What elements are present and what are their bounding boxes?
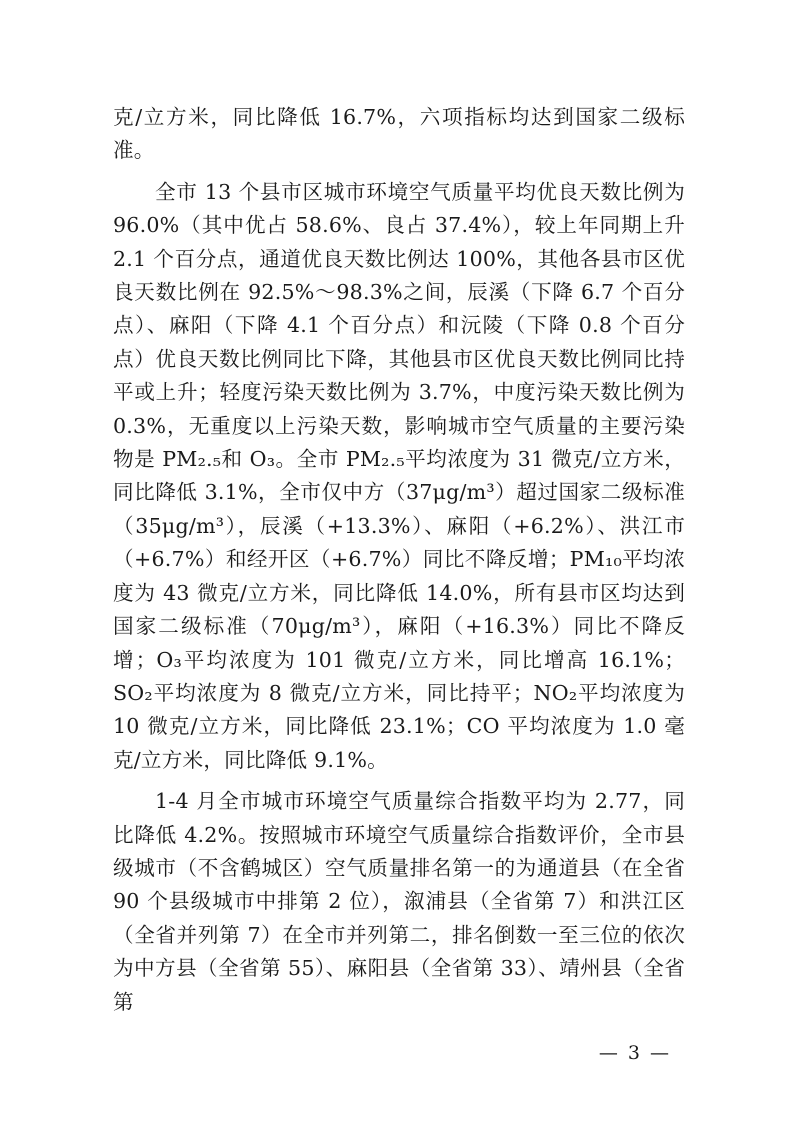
page-number: — 3 — <box>598 1042 671 1064</box>
body-text <box>113 101 685 1019</box>
paragraph-composite-index: 1-4 月全市城市环境空气质量综合指数平均为 2.77，同比降低 4.2%。按照城市环境空气质量综合指数评价，全市县级城市（不含鹤城区）空气质量排名第一的为通道县（在全省 90 个县级城市中排第 2 位），溆浦县（全省第 7）和洪江区（全省并列第 7）在全市并列第二，排名倒数一至三位的依次为中方县（全省第 55）、麻阳县（全省第 33）、靖州县（全省第 <box>113 789 685 1014</box>
paragraph-continuation: 克/立方米，同比降低 16.7%，六项指标均达到国家二级标准。 <box>113 105 685 163</box>
paragraph-air-quality-days: 全市 13 个县市区城市环境空气质量平均优良天数比例为 96.0%（其中优占 58.6%、良占 37.4%），较上年同期上升 2.1 个百分点，通道优良天数比例达 100%，其他各县市区优良天数比例在 92.5%～98.3%之间，辰溪（下降 6.7 个百分点）、麻阳（下降 4.1 个百分点）和沅陵（下降 0.8 个百分点）优良天数比例同比下降，其他县市区优良天数比例同比持平或上升；轻度污染天数比例为 3.7%，中度污染天数比例为 0.3%，无重度以上污染天数，影响城市空气质量的主要污染物是 PM₂.₅和 O₃。全市 PM₂.₅平均浓度为 31 微克/立方米，同比降低 3.1%，全市仅中方（37μg/m³）超过国家二级标准（35μg/m³），辰溪（+13.3%）、麻阳（+6.2%）、洪江市（+6.7%）和经开区（+6.7%）同比不降反增；PM₁₀平均浓度为 43 微克/立方米，同比降低 14.0%，所有县市区均达到国家二级标准（70μg/m³），麻阳（+16.3%）同比不降反增；O₃平均浓度为 101 微克/立方米，同比增高 16.1%；SO₂平均浓度为 8 微克/立方米，同比持平；NO₂平均浓度为 10 微克/立方米，同比降低 23.1%；CO 平均浓度为 1.0 毫克/立方米，同比降低 9.1%。 <box>113 179 685 772</box>
